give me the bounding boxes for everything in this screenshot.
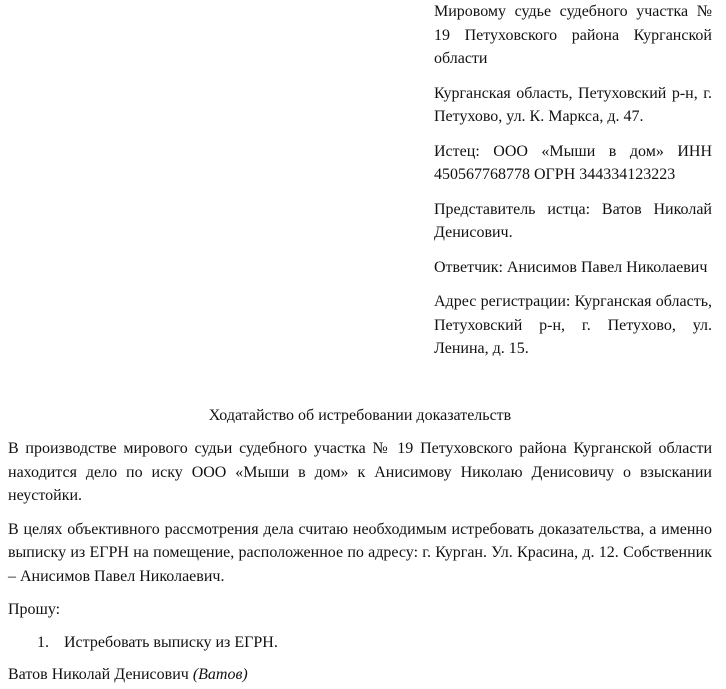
addressee-block (434, 0, 712, 372)
defendant-info: Ответчик: Анисимов Павел Николаевич (434, 258, 708, 276)
representative-info: Представитель истца: Ватов Николай Денисович. (434, 200, 712, 241)
list-item-number: 1. (37, 633, 49, 651)
plaintiff-info: Истец: ООО «Мыши в дом» ИНН 450567768778 ОГРН 344334123223 (434, 142, 712, 183)
court-address: Курганская область, Петуховский р-н, г. Петухово, ул. К. Маркса, д. 47. (434, 84, 712, 125)
list-item-text: Истребовать выписку из ЕГРН. (64, 633, 278, 651)
paragraph-case-info: В производстве мирового судьи судебного участка № 19 Петуховского района Курганской области находится дело по иску ООО «Мыши в дом» к Анисимову Николаю Денисовичу о взыскании неустойки. (8, 440, 712, 504)
document-body (8, 437, 712, 687)
paragraph-evidence-request: В целях объективного рассмотрения дела считаю необходимым истребовать доказательства, а именно выписку из ЕГРН на помещение, расположенное по адресу: г. Курган. Ул. Красина, д. 12. Собственник – Анисимов Павел Николаевич. (8, 520, 712, 585)
signature-mark: (Ватов) (192, 666, 248, 683)
registration-address: Адрес регистрации: Курганская область, Петуховский р-н, г. Петухово, ул. Ленина, д. 15. (434, 293, 712, 357)
document-title: Ходатайство об истребовании доказательств (208, 407, 512, 424)
signature-name: Ватов Николай Денисович (8, 666, 189, 683)
signature-line (8, 663, 712, 687)
court-name: Мировому судье судебного участка № 19 Петуховского района Курганской области (434, 3, 712, 67)
request-label: Прошу: (8, 601, 61, 618)
list-item (8, 631, 712, 655)
